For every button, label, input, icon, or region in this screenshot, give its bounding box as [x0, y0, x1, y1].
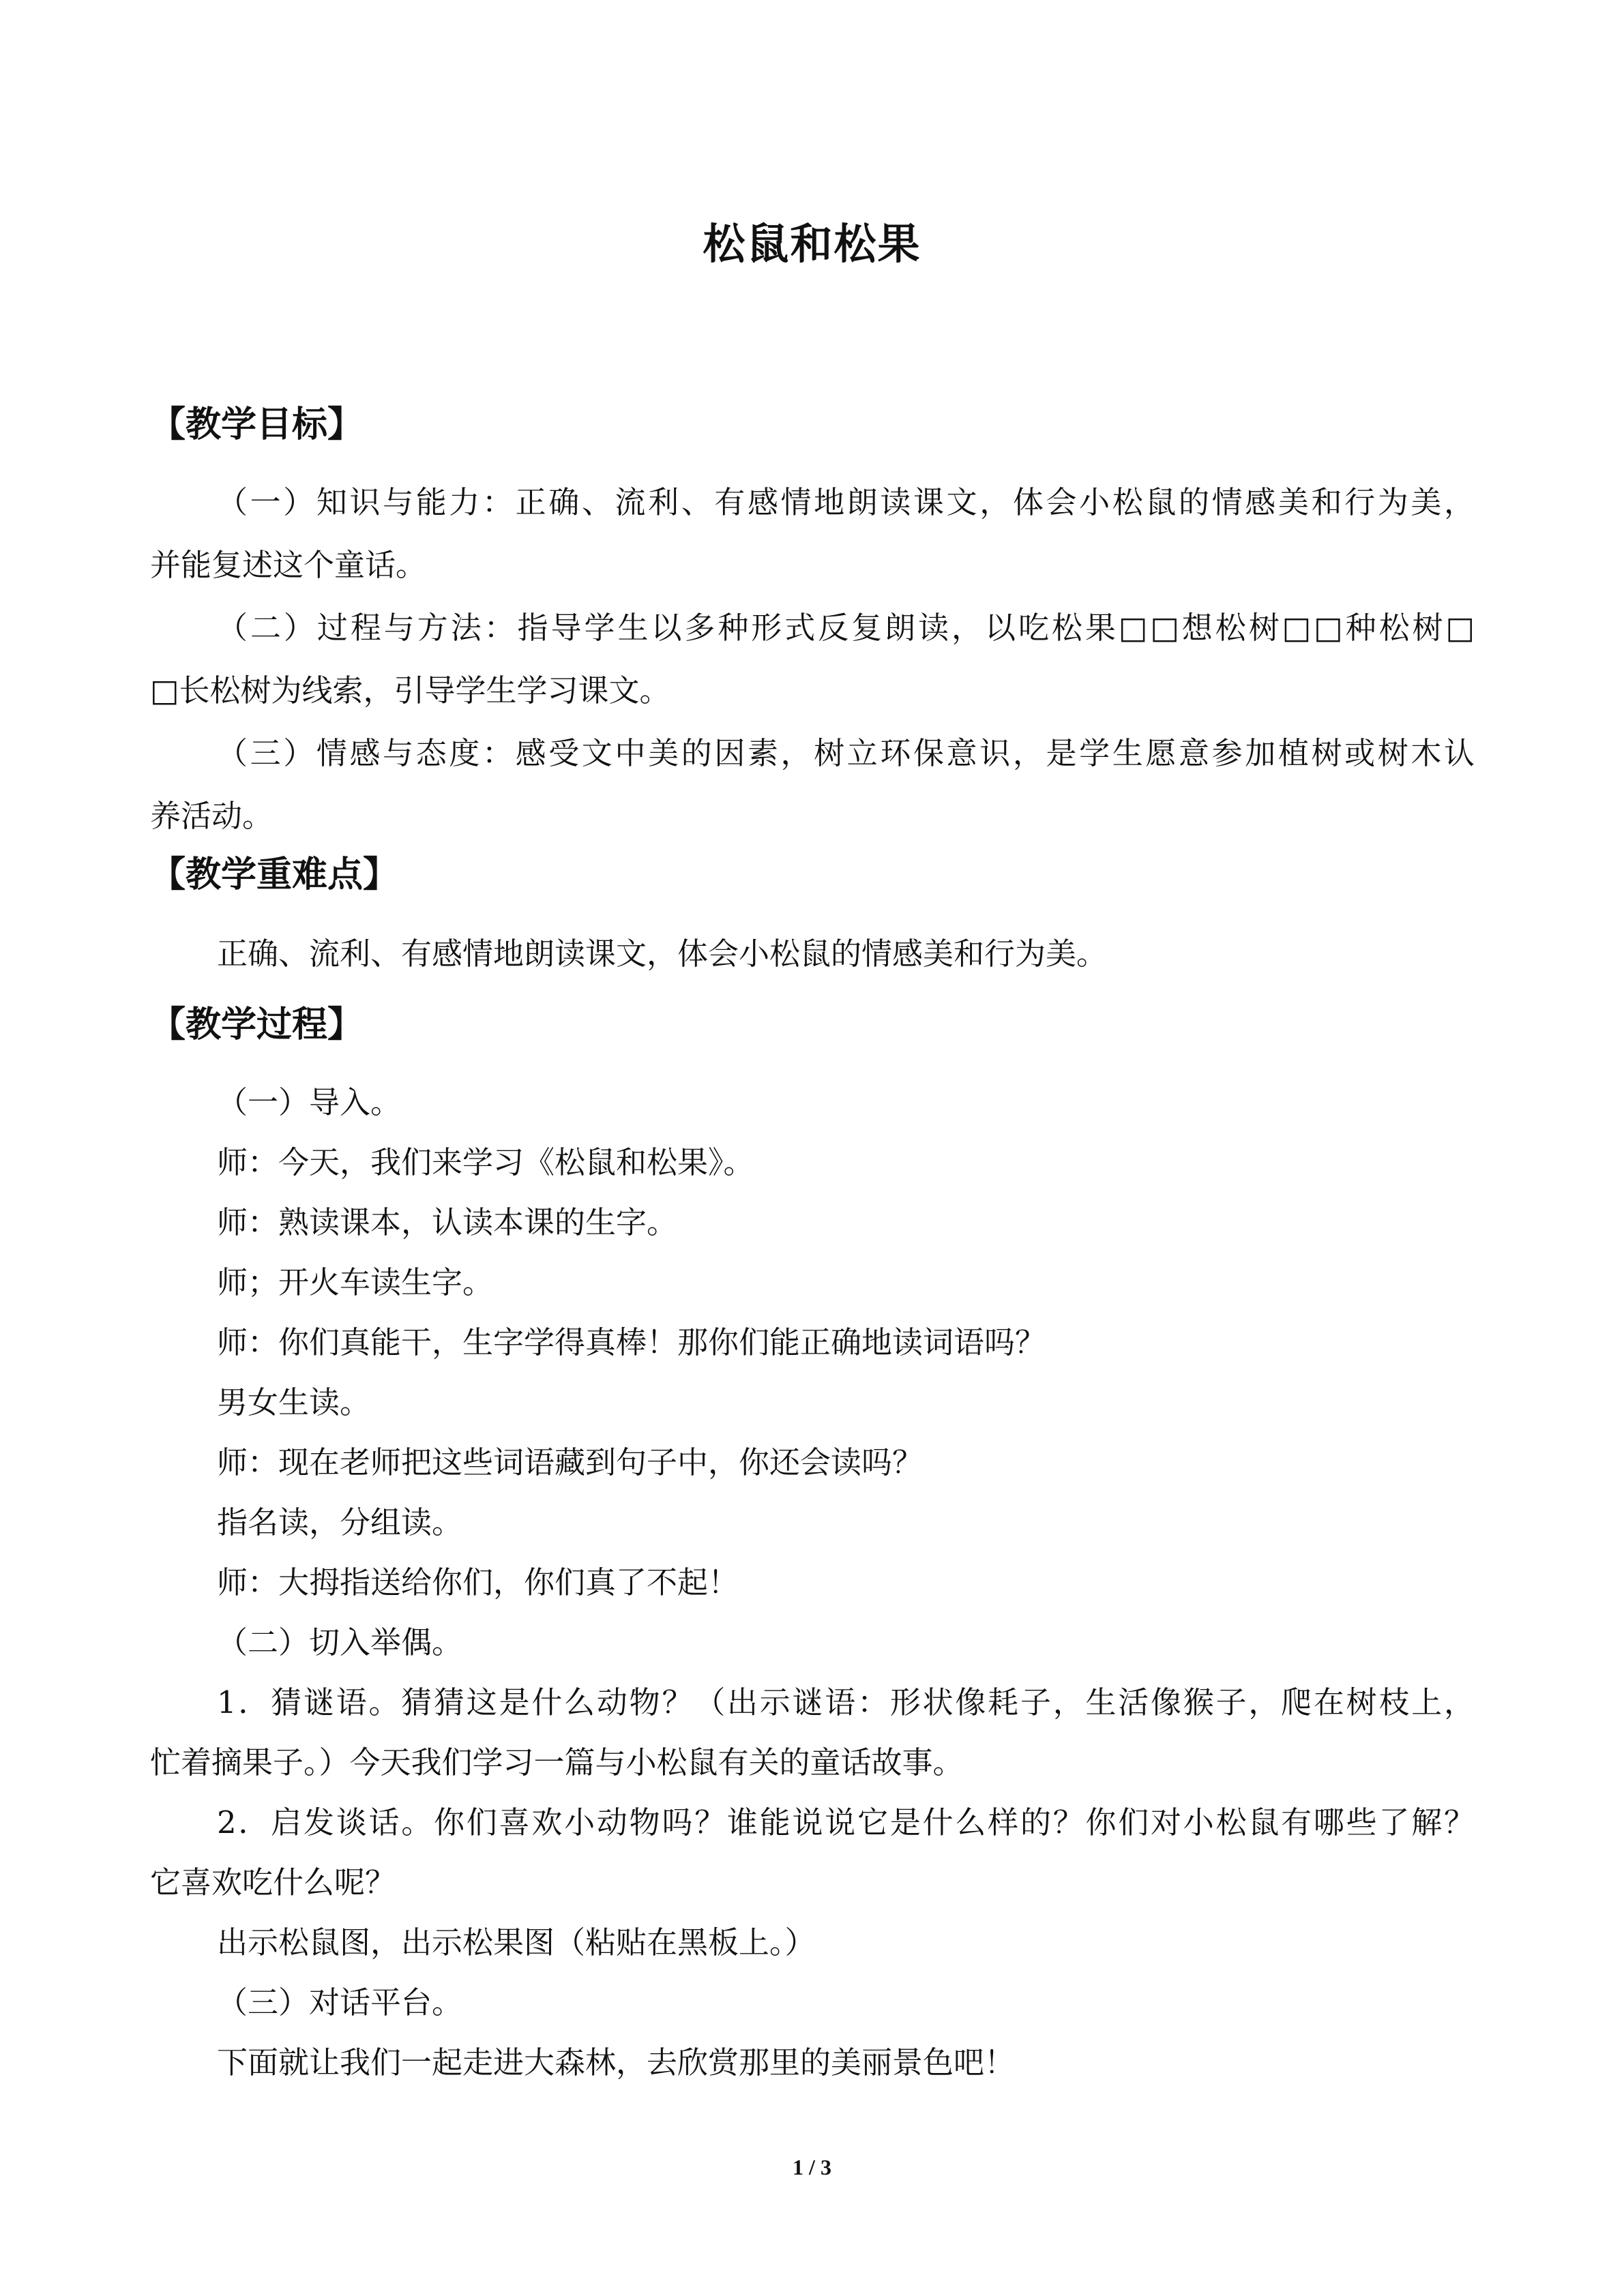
paragraph-line: （三）情感与态度：感受文中美的因素，树立环保意识，是学生愿意参加植树或树木认: [217, 735, 1475, 771]
paragraph-line: （一）知识与能力：正确、流利、有感情地朗读课文，体会小松鼠的情感美和行为美，: [217, 484, 1475, 520]
paragraph-line: 忙着摘果子。）今天我们学习一篇与小松鼠有关的童话故事。: [150, 1744, 964, 1780]
section-heading-teaching-goals: 【教学目标】: [150, 404, 364, 445]
paragraph-line: 养活动。: [150, 798, 274, 834]
paragraph-line: （二）过程与方法：指导学生以多种形式反复朗读，以吃松果□□想松树□□种松树□: [217, 610, 1475, 646]
paragraph-line: 并能复述这个童话。: [150, 547, 427, 583]
paragraph-line: 1．猜谜语。猜猜这是什么动物？（出示谜语：形状像耗子，生活像猴子，爬在树枝上，: [217, 1684, 1475, 1720]
paragraph-line: 男女生读。: [217, 1384, 371, 1420]
paragraph-line: （三）对话平台。: [217, 1984, 463, 2021]
paragraph-line: 出示松鼠图，出示松果图（粘贴在黑板上。）: [217, 1924, 816, 1960]
paragraph-line: 师：大拇指送给你们，你们真了不起！: [217, 1564, 739, 1600]
paragraph-line: 指名读，分组读。: [217, 1504, 463, 1540]
paragraph-line: □长松树为线索，引导学生学习课文。: [150, 672, 670, 709]
paragraph-line: 师；开火车读生字。: [217, 1264, 494, 1300]
paragraph-line: 正确、流利、有感情地朗读课文，体会小松鼠的情感美和行为美。: [217, 936, 1108, 972]
section-heading-teaching-process: 【教学过程】: [150, 1004, 364, 1045]
paragraph-line: 师：你们真能干，生字学得真棒！那你们能正确地读词语吗？: [217, 1324, 1046, 1360]
paragraph-line: 下面就让我们一起走进大森林，去欣赏那里的美丽景色吧！: [217, 2044, 1016, 2081]
document-title: 松鼠和松果: [703, 219, 921, 269]
paragraph-line: （一）导入。: [217, 1084, 402, 1120]
page-number: 1 / 3: [793, 2155, 831, 2179]
paragraph-line: 师：今天，我们来学习《松鼠和松果》。: [217, 1144, 754, 1180]
paragraph-line: （二）切入举偶。: [217, 1624, 463, 1660]
paragraph-line: 师：熟读课本，认读本课的生字。: [217, 1204, 678, 1240]
paragraph-line: 2．启发谈话。你们喜欢小动物吗？谁能说说它是什么样的？你们对小松鼠有哪些了解？: [217, 1804, 1475, 1840]
paragraph-line: 师：现在老师把这些词语藏到句子中，你还会读吗？: [217, 1444, 924, 1480]
section-heading-key-points: 【教学重难点】: [150, 854, 399, 895]
paragraph-line: 它喜欢吃什么呢？: [150, 1864, 396, 1900]
